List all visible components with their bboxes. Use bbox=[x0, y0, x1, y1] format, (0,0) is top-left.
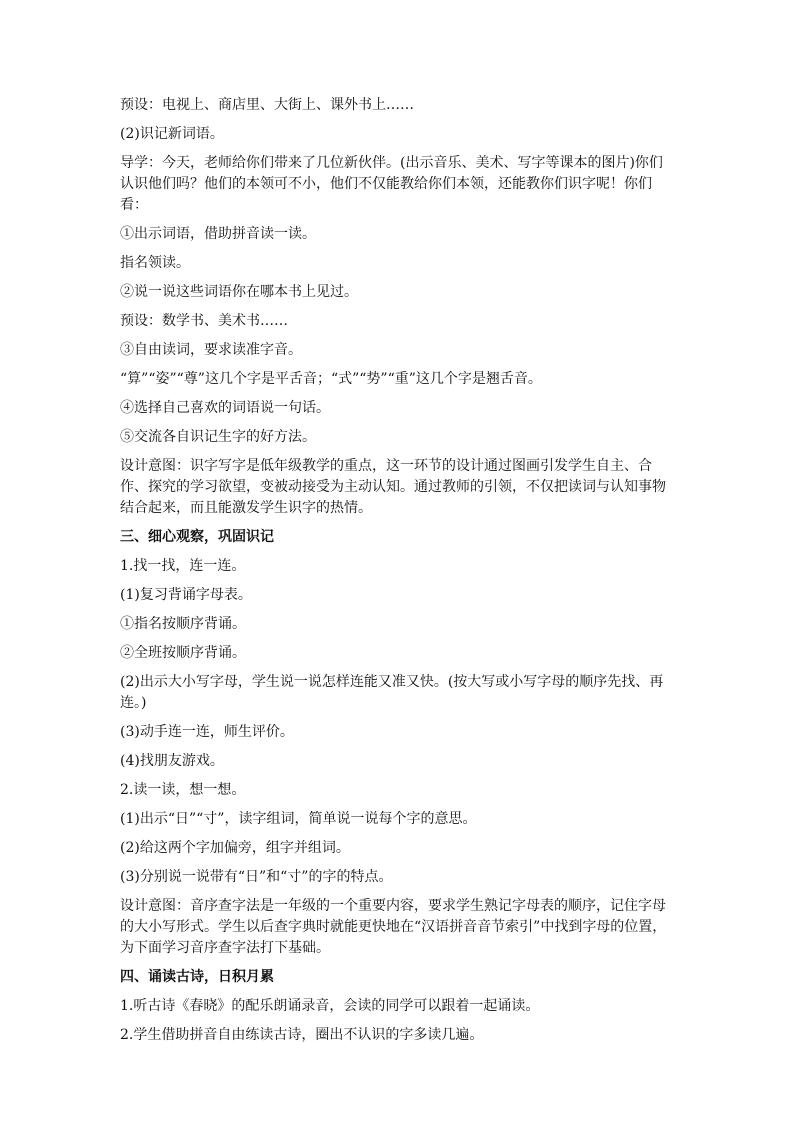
step-4-circled: ④选择自己喜欢的词语说一句话。 bbox=[120, 400, 330, 416]
poem-reading: 2.学生借助拼音自由练读古诗，圈出不认识的字多读几遍。 bbox=[120, 1027, 484, 1043]
design-intent-2: 设计意图：音序查字法是一年级的一个重要内容，要求学生熟记字母表的顺序，记住字母的大小写形式。学生以后查字典时就能更快地在“汉语拼音音节索引”中找到字母的位置，为下面学习音序查字法打下基础。 bbox=[120, 898, 667, 956]
character-features: (3)分别说一说带有“日”和“寸”的字的特点。 bbox=[120, 869, 393, 885]
friend-game: (4)找朋友游戏。 bbox=[120, 753, 224, 769]
letter-matching-instruction: (2)出示大小写字母，学生说一说怎样连能又准又快。(按大写或小写字母的顺序先找、再连。) bbox=[120, 674, 664, 711]
section-three-heading: 三、细心观察，巩固识记 bbox=[120, 529, 274, 545]
design-intent-1: 设计意图：识字写字是低年级教学的重点，这一环节的设计通过图画引发学生自主、合作、探究的学习欲望，变被动接受为主动认知。通过教师的引领，不仅把读词与认知事物结合起来，而且能激发学生识字的热情。 bbox=[120, 458, 666, 516]
named-recitation: ①指名按顺序背诵。 bbox=[120, 616, 246, 632]
hands-on-matching: (3)动手连一连，师生评价。 bbox=[120, 724, 294, 740]
activity-1-title: 1.找一找，连一连。 bbox=[120, 558, 246, 574]
step-2-circled: ②说一说这些词语你在哪本书上见过。 bbox=[120, 284, 358, 300]
class-recitation: ②全班按顺序背诵。 bbox=[120, 645, 246, 661]
document-body bbox=[120, 95, 676, 1054]
step-1-circled: ①出示词语，借助拼音读一读。 bbox=[120, 226, 316, 242]
poem-listening: 1.听古诗《春晓》的配乐朗诵录音，会读的同学可以跟着一起诵读。 bbox=[120, 998, 540, 1014]
step-3-circled: ③自由读词，要求读准字音。 bbox=[120, 342, 302, 358]
radical-practice: (2)给这两个字加偏旁，组字并组词。 bbox=[120, 840, 350, 856]
guide-paragraph: 导学：今天，老师给你们带来了几位新伙伴。(出示音乐、美术、写字等课本的图片)你们认识他们吗？他们的本领可不小，他们不仅能教给你们本领，还能教你们识字呢！你们看： bbox=[120, 155, 663, 213]
preset-line-2: 预设：数学书、美术书…… bbox=[120, 313, 288, 329]
step-2-title: (2)识记新词语。 bbox=[120, 126, 224, 142]
review-alphabet: (1)复习背诵字母表。 bbox=[120, 587, 252, 603]
step-5-circled: ⑤交流各自识记生字的好方法。 bbox=[120, 429, 316, 445]
preset-line-1: 预设：电视上、商店里、大街上、课外书上…… bbox=[120, 97, 414, 113]
activity-2-title: 2.读一读，想一想。 bbox=[120, 782, 246, 798]
reading-note: 指名领读。 bbox=[120, 255, 190, 271]
section-four-heading: 四、诵读古诗，日积月累 bbox=[120, 969, 274, 985]
character-intro: (1)出示“日”“寸”，读字组词，简单说一说每个字的意思。 bbox=[120, 811, 477, 827]
pronunciation-note: “算”“姿”“尊”这几个字是平舌音；“式”“势”“重”这几个字是翘舌音。 bbox=[120, 371, 542, 387]
